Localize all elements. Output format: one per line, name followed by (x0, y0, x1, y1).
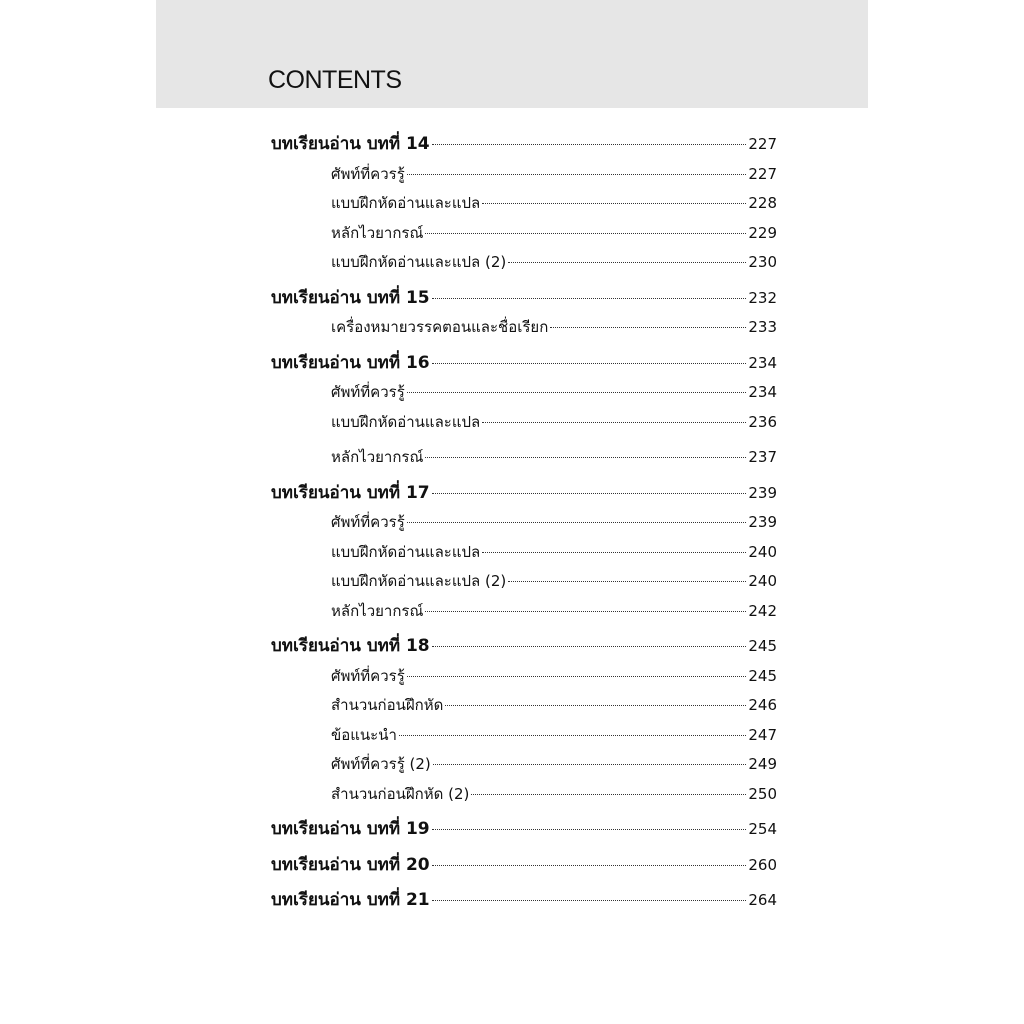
toc-section-entry (271, 248, 777, 278)
toc-entry-label: บทเรียนอ่าน บทที่ 20 (271, 854, 430, 875)
toc-page-number: 246 (748, 696, 777, 714)
dot-leader (471, 794, 746, 795)
dot-leader (425, 233, 746, 234)
toc-entry-label: แบบฝึกหัดอ่านและแปล (331, 194, 481, 212)
toc-entry-label: เครื่องหมายวรรคตอนและชื่อเรียก (331, 318, 549, 336)
toc-entry-label: ศัพท์ที่ควรรู้ (331, 164, 405, 183)
toc-section-entry (271, 721, 777, 751)
toc-section-entry (271, 662, 777, 692)
dot-leader (407, 392, 747, 393)
toc-page-number: 260 (748, 855, 777, 874)
dot-leader (432, 298, 747, 299)
dot-leader (433, 764, 747, 765)
toc-page-number: 239 (748, 513, 777, 531)
toc-page-number: 233 (748, 318, 777, 336)
toc-chapter-entry (271, 632, 777, 662)
toc-entry-label: บทเรียนอ่าน บทที่ 17 (271, 482, 430, 503)
toc-page-number: 245 (748, 637, 777, 655)
toc-section-entry (271, 160, 777, 190)
toc-entry-label: ศัพท์ที่ควรรู้ (2) (331, 755, 431, 773)
toc-section-entry (271, 378, 777, 408)
toc-entry-label: ศัพท์ที่ควรรู้ (331, 513, 405, 531)
toc-entry-label: แบบฝึกหัดอ่านและแปล (2) (331, 253, 507, 271)
dot-leader (432, 646, 747, 647)
toc-chapter-entry (271, 479, 777, 509)
dot-leader (432, 363, 747, 364)
toc-entry-label: แบบฝึกหัดอ่านและแปล (2) (331, 572, 507, 590)
toc-chapter-entry (271, 851, 777, 881)
toc-entry-label: ศัพท์ที่ควรรู้ (331, 383, 405, 401)
dot-leader (425, 457, 746, 458)
toc-entry-label: ข้อแนะนำ (331, 725, 397, 744)
toc-entry-label: สำนวนก่อนฝึกหัด (2) (331, 784, 470, 803)
page-header (156, 0, 868, 108)
toc-page-number: 245 (748, 666, 777, 685)
toc-entry-label: หลักไวยากรณ์ (331, 223, 424, 242)
toc-entry-label: แบบฝึกหัดอ่านและแปล (331, 542, 481, 561)
toc-page-number: 264 (748, 891, 777, 909)
toc-chapter-entry (271, 349, 777, 379)
toc-page-number: 227 (748, 135, 777, 153)
toc-entry-label: บทเรียนอ่าน บทที่ 15 (271, 287, 430, 308)
dot-leader (432, 865, 747, 866)
toc-entry-label: บทเรียนอ่าน บทที่ 18 (271, 636, 430, 656)
dot-leader (425, 611, 746, 612)
toc-page-number: 239 (748, 483, 777, 502)
toc-chapter-entry (271, 815, 777, 845)
toc-page-number: 236 (748, 412, 777, 431)
toc-page-number: 240 (748, 542, 777, 561)
toc-section-entry (271, 691, 777, 721)
toc-entry-label: บทเรียนอ่าน บทที่ 14 (271, 134, 430, 154)
document-page (156, 0, 868, 1024)
page-title: CONTENTS (268, 66, 402, 94)
toc-page-number: 230 (748, 253, 777, 271)
dot-leader (432, 900, 747, 901)
dot-leader (399, 735, 746, 736)
toc-page-number: 240 (748, 572, 777, 590)
dot-leader (482, 422, 746, 423)
dot-leader (432, 493, 747, 494)
dot-leader (432, 829, 747, 830)
toc-page-number: 228 (748, 194, 777, 212)
toc-entry-label: บทเรียนอ่าน บทที่ 21 (271, 890, 430, 910)
toc-entry-label: บทเรียนอ่าน บทที่ 19 (271, 819, 430, 839)
toc-page-number: 234 (748, 383, 777, 401)
dot-leader (445, 705, 746, 706)
dot-leader (550, 327, 746, 328)
toc-entry-label: แบบฝึกหัดอ่านและแปล (331, 412, 481, 431)
dot-leader (407, 676, 747, 677)
toc-page-number: 247 (748, 725, 777, 744)
toc-entry-label: สำนวนก่อนฝึกหัด (331, 696, 444, 714)
toc-page-number: 242 (748, 601, 777, 620)
toc-chapter-entry (271, 284, 777, 314)
dot-leader (508, 581, 746, 582)
dot-leader (432, 144, 747, 145)
toc-section-entry (271, 780, 777, 810)
toc-page-number: 250 (748, 784, 777, 803)
dot-leader (482, 552, 746, 553)
toc-page-number: 234 (748, 353, 777, 372)
toc-entry-label: บทเรียนอ่าน บทที่ 16 (271, 352, 430, 373)
toc-section-entry (271, 313, 777, 343)
toc-section-entry (271, 219, 777, 249)
toc-entry-label: ศัพท์ที่ควรรู้ (331, 666, 405, 685)
toc-section-entry (271, 443, 777, 473)
toc-section-entry (271, 750, 777, 780)
toc-section-entry (271, 567, 777, 597)
toc-page-number: 232 (748, 288, 777, 307)
toc-page-number: 229 (748, 223, 777, 242)
toc-section-entry (271, 508, 777, 538)
toc-section-entry (271, 408, 777, 438)
dot-leader (508, 262, 746, 263)
toc-chapter-entry (271, 886, 777, 916)
toc-section-entry (271, 538, 777, 568)
dot-leader (407, 174, 747, 175)
toc-chapter-entry (271, 130, 777, 160)
toc-section-entry (271, 189, 777, 219)
toc-page-number: 237 (748, 448, 777, 466)
toc-page-number: 254 (748, 820, 777, 838)
toc-page-number: 227 (748, 164, 777, 183)
toc-entry-label: หลักไวยากรณ์ (331, 601, 424, 620)
toc-page-number: 249 (748, 755, 777, 773)
toc-section-entry (271, 597, 777, 627)
dot-leader (407, 522, 747, 523)
dot-leader (482, 203, 746, 204)
toc-entry-label: หลักไวยากรณ์ (331, 448, 424, 466)
table-of-contents (271, 130, 777, 916)
